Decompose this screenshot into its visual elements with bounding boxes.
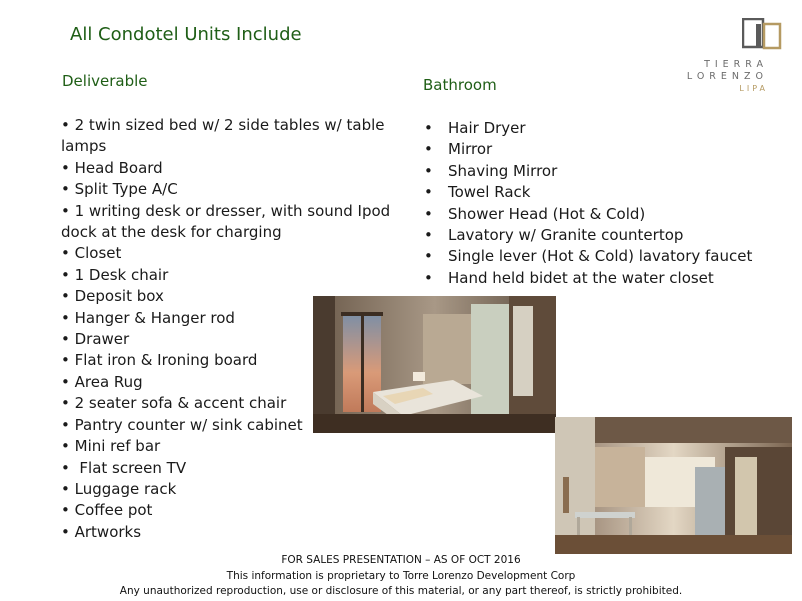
list-item: • Deposit box <box>61 286 391 307</box>
list-item: • 2 seater sofa & accent chair <box>61 393 391 414</box>
living-area-photo <box>555 417 792 554</box>
list-item: • Flat iron & Ironing board <box>61 350 391 371</box>
bathroom-heading: Bathroom <box>423 76 497 94</box>
list-item: • Lavatory w/ Granite countertop <box>424 225 784 246</box>
list-item: • Mirror <box>424 139 784 160</box>
list-item: • Luggage rack <box>61 479 391 500</box>
list-item: • Coffee pot <box>61 500 391 521</box>
list-item: • Flat screen TV <box>61 458 391 479</box>
logo-word-lorenzo: LORENZO <box>686 71 768 82</box>
list-item: • 1 writing desk or dresser, with sound Ipod dock at the desk for charging <box>61 201 391 244</box>
list-item: • Head Board <box>61 158 391 179</box>
list-item: • Hair Dryer <box>424 118 784 139</box>
list-item: • Hanger & Hanger rod <box>61 308 391 329</box>
logo-word-lipa: LIPA <box>739 84 768 93</box>
list-item: • 1 Desk chair <box>61 265 391 286</box>
list-item: • Artworks <box>61 522 391 543</box>
list-item: • Drawer <box>61 329 391 350</box>
list-item: • Split Type A/C <box>61 179 391 200</box>
page-title: All Condotel Units Include <box>70 24 302 45</box>
footer-disclaimer-line1: FOR SALES PRESENTATION – AS OF OCT 2016 <box>281 554 521 566</box>
tierra-lorenzo-logo <box>672 18 782 93</box>
footer-disclaimer-line2: This information is proprietary to Torre Lorenzo Development Corp <box>226 570 576 582</box>
bedroom-photo <box>313 296 556 433</box>
list-item: • 2 twin sized bed w/ 2 side tables w/ table lamps <box>61 115 391 158</box>
list-item: • Shower Head (Hot & Cold) <box>424 204 784 225</box>
list-item: • Hand held bidet at the water closet <box>424 268 784 289</box>
list-item: • Towel Rack <box>424 182 784 203</box>
deliverable-heading: Deliverable <box>62 72 148 90</box>
list-item: • Pantry counter w/ sink cabinet <box>61 415 391 436</box>
footer-disclaimer-line3: Any unauthorized reproduction, use or disclosure of this material, or any part thereof, is strictly prohibited. <box>119 585 683 597</box>
logo-mark-icon <box>742 18 782 50</box>
list-item: • Shaving Mirror <box>424 161 784 182</box>
list-item: • Mini ref bar <box>61 436 391 457</box>
list-item: • Closet <box>61 243 391 264</box>
logo-word-tierra: TIERRA <box>704 59 768 70</box>
list-item: • Single lever (Hot & Cold) lavatory faucet <box>424 246 784 267</box>
list-item: • Area Rug <box>61 372 391 393</box>
bathroom-list <box>424 118 784 289</box>
